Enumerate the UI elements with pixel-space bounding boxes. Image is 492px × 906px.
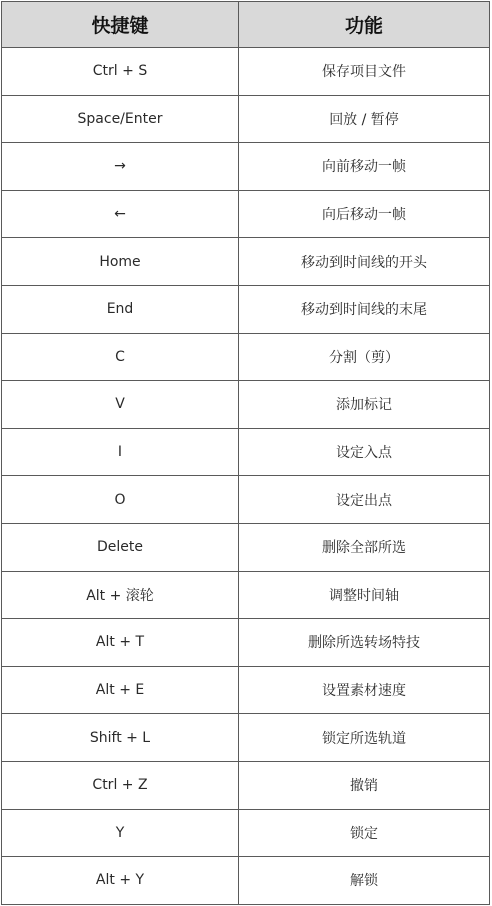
table-row <box>2 571 490 619</box>
table-row <box>2 143 490 191</box>
table-row <box>2 238 490 286</box>
table-row <box>2 714 490 762</box>
table-row <box>2 285 490 333</box>
table-body <box>2 48 490 905</box>
table-row <box>2 190 490 238</box>
shortcut-key-cell: Shift + L <box>2 714 239 762</box>
table-row <box>2 48 490 96</box>
function-cell: 锁定 <box>239 809 490 857</box>
table-header <box>2 2 490 48</box>
function-cell: 分割（剪） <box>239 333 490 381</box>
function-cell: 向前移动一帧 <box>239 143 490 191</box>
shortcut-key-cell: ← <box>2 190 239 238</box>
function-cell: 向后移动一帧 <box>239 190 490 238</box>
function-cell: 锁定所选轨道 <box>239 714 490 762</box>
table-row <box>2 95 490 143</box>
shortcut-key-cell: Space/Enter <box>2 95 239 143</box>
shortcut-key-cell: Alt + E <box>2 666 239 714</box>
function-cell: 删除所选转场特技 <box>239 619 490 667</box>
function-cell: 移动到时间线的开头 <box>239 238 490 286</box>
function-cell: 设定入点 <box>239 428 490 476</box>
shortcut-key-cell: Alt + 滚轮 <box>2 571 239 619</box>
function-cell: 删除全部所选 <box>239 523 490 571</box>
function-cell: 设定出点 <box>239 476 490 524</box>
table-row <box>2 523 490 571</box>
shortcut-key-cell: Delete <box>2 523 239 571</box>
shortcut-key-cell: End <box>2 285 239 333</box>
shortcut-key-cell: Y <box>2 809 239 857</box>
table-row <box>2 428 490 476</box>
shortcut-key-cell: V <box>2 381 239 429</box>
function-cell: 移动到时间线的末尾 <box>239 285 490 333</box>
header-row <box>2 2 490 48</box>
shortcut-key-cell: → <box>2 143 239 191</box>
table-row <box>2 666 490 714</box>
shortcut-table <box>1 1 490 905</box>
shortcut-key-cell: I <box>2 428 239 476</box>
shortcut-key-cell: Home <box>2 238 239 286</box>
table-row <box>2 619 490 667</box>
table-row <box>2 476 490 524</box>
function-cell: 添加标记 <box>239 381 490 429</box>
shortcut-key-cell: C <box>2 333 239 381</box>
shortcut-key-cell: Ctrl + Z <box>2 761 239 809</box>
function-cell: 回放 / 暂停 <box>239 95 490 143</box>
table-row <box>2 809 490 857</box>
table-row <box>2 333 490 381</box>
function-cell: 撤销 <box>239 761 490 809</box>
shortcut-key-cell: Alt + Y <box>2 857 239 905</box>
table-row <box>2 761 490 809</box>
header-shortcut-key: 快捷键 <box>2 2 239 48</box>
function-cell: 调整时间轴 <box>239 571 490 619</box>
function-cell: 设置素材速度 <box>239 666 490 714</box>
function-cell: 保存项目文件 <box>239 48 490 96</box>
header-function: 功能 <box>239 2 490 48</box>
shortcut-key-cell: O <box>2 476 239 524</box>
table-row <box>2 381 490 429</box>
shortcut-key-cell: Alt + T <box>2 619 239 667</box>
shortcut-key-cell: Ctrl + S <box>2 48 239 96</box>
table-row <box>2 857 490 905</box>
function-cell: 解锁 <box>239 857 490 905</box>
